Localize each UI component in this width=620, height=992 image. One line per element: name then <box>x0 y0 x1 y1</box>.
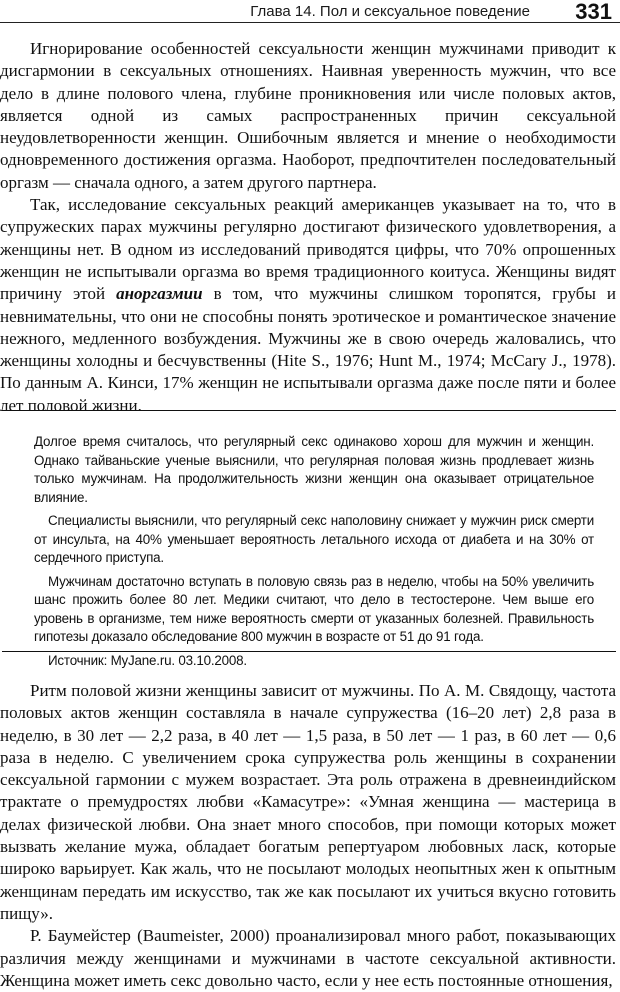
paragraph <box>0 194 616 417</box>
box-paragraph: Долгое время считалось, что регулярный секс одинаково хорош для мужчин и женщин. Однако тайваньские ученые выяснили, что регулярная половая жизнь продлевает жизнь только мужчинам. На продолжительность жизни женщин она оказывает отрицательное влияние. <box>34 434 594 505</box>
paragraph: Игнорирование особенностей сексуальности женщин мужчинами приводит к дисгармонии в сексуальных отношениях. Наивная уверенность мужчин, что все дело в длине полового члена, глубине проникновения или числе половых актов, является одной из самых распространенных причин сексуальной неудовлетворенности женщин. Ошибочным является и мнение о необходимости одновременного достижения оргазма. Наоборот, предпочтителен последовательный оргазм — сначала одного, а затем другого партнера. <box>0 39 616 192</box>
page-number: 331 <box>575 0 612 24</box>
paragraph-text: Так, исследование сексуальных реакций американцев указывает на то, что в супружеских парах мужчины регулярно достигают физического удовлетворения, а женщины нет. В одном из исследований приводятся цифры, что 70% опрошенных женщин не испытывали оргазма во время традиционного коитуса. Женщины видят причину этой <box>0 195 616 304</box>
box-paragraph: Специалисты выяснили, что регулярный секс наполовину снижает у мужчин риск смерти от инсульта, на 40% уменьшает вероятность летального исхода от диабета и на 30% от сердечного приступа. <box>34 513 594 565</box>
sidebar-box <box>2 410 616 668</box>
paragraph: Ритм половой жизни женщины зависит от мужчины. По А. М. Свядощу, частота половых актов женщин составляла в начале супружества (16–20 лет) 2,8 раза в неделю, в 30 лет — 2,2 раза, в 40 лет — 1,5 раза, в 50 лет — 1 раз, в 60 лет — 0,6 раза в неделю. С увеличением срока супружества роль женщины в сохранении сексуальной гармонии с мужем возрастает. Эта роль отражена в древнеиндийском трактате о премудростях любви «Камасутре»: «Умная женщина — мастерица в делах физической любви. Она знает много способов, при помощи которых может вызвать желание мужа, обладает богатым репертуаром любовных ласк, которые широко варьирует. Как жаль, что не посылают молодых неопытных жен к опытным женщинам передать им искусство, так же как посылают их учиться вкусно готовить пищу». <box>0 681 616 923</box>
term-anorgasmia: аноргазмии <box>116 284 203 304</box>
intro-text <box>0 38 616 417</box>
running-header <box>0 0 620 26</box>
box-source: Источник: MyJane.ru. 03.10.2008. <box>48 652 247 668</box>
paragraph: Р. Баумейстер (Baumeister, 2000) проанализировал много работ, показывающих различия между женщинами и мужчинами в частоте сексуальной активности. Женщина может иметь секс довольно часто, если у нее есть постоянные отношения, <box>0 926 616 990</box>
header-divider <box>0 22 620 23</box>
outro-text <box>0 680 616 992</box>
box-paragraph: Мужчинам достаточно вступать в половую связь раз в неделю, чтобы на 50% увеличить шанс прожить более 80 лет. Медики считают, что дело в тестостероне. Чем выше его уровень в организме, тем ниже вероятность смерти от указанных болезней. Правильность гипотезы доказало обследование 800 мужчин в возрасте от 51 до 91 года. <box>34 573 594 644</box>
paragraph-text: в том, что мужчины слишком торопятся, грубы и невнимательны, что они не способны понять эротическое и романтическое значение нежного, медленного возбуждения. Мужчины же в свою очередь жаловались, что женщины холодны и бесчувственны (Hite S., 1976; Hunt M., 1974; McCary J., 1978). По данным А. Кинси, 17% женщин не испытывали оргазма даже после пяти и более лет половой жизни. <box>0 284 616 415</box>
chapter-title: Глава 14. Пол и сексуальное поведение <box>250 3 530 20</box>
